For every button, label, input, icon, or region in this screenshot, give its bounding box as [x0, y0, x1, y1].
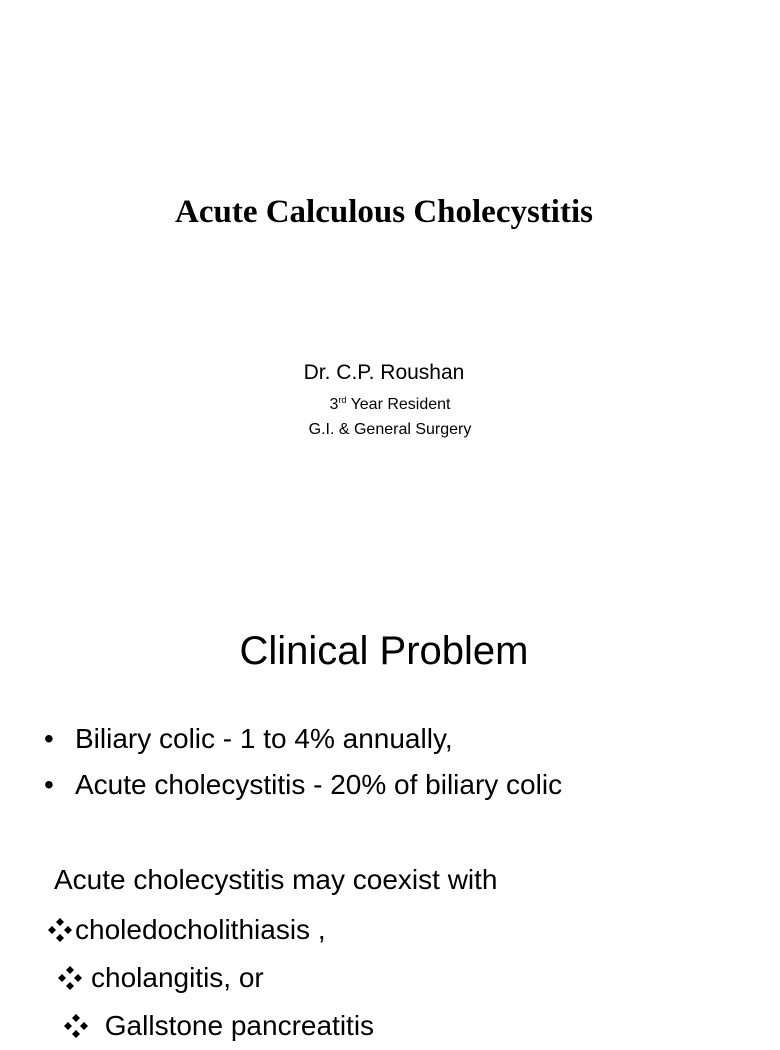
bullet-text: Acute cholecystitis - 20% of biliary colic [75, 769, 563, 800]
role-ordinal: 3 [329, 396, 339, 413]
four-diamond-bullet-icon [57, 965, 83, 991]
slide-clinical-problem [0, 576, 768, 1041]
role-text: Year Resident [346, 396, 451, 413]
role-ordinal-suffix: rd [338, 395, 347, 405]
bullet-dot-icon: • [44, 723, 54, 754]
bullet-dot-icon: • [44, 769, 54, 800]
bullet-text: Biliary colic - 1 to 4% annually, [75, 723, 453, 754]
condition-text: Gallstone pancreatitis [97, 1010, 375, 1041]
list-item [44, 716, 562, 762]
list-item [47, 906, 374, 954]
list-item [44, 762, 562, 808]
condition-list [47, 906, 374, 1050]
four-diamond-bullet-icon [63, 1013, 89, 1039]
presentation-title: Acute Calculous Cholecystitis [175, 194, 593, 230]
slide-title: Clinical Problem [239, 629, 529, 673]
author-role [0, 394, 780, 416]
coexist-intro: Acute cholecystitis may coexist with [54, 864, 498, 895]
condition-text: cholangitis, or [91, 962, 264, 993]
condition-text: choledocholithiasis , [75, 914, 326, 945]
author-name: Dr. C.P. Roushan [303, 361, 465, 384]
bullet-list [44, 716, 562, 808]
four-diamond-bullet-icon [47, 917, 73, 943]
list-item [57, 954, 374, 1002]
list-item [63, 1002, 374, 1050]
author-department: G.I. & General Surgery [308, 421, 472, 438]
